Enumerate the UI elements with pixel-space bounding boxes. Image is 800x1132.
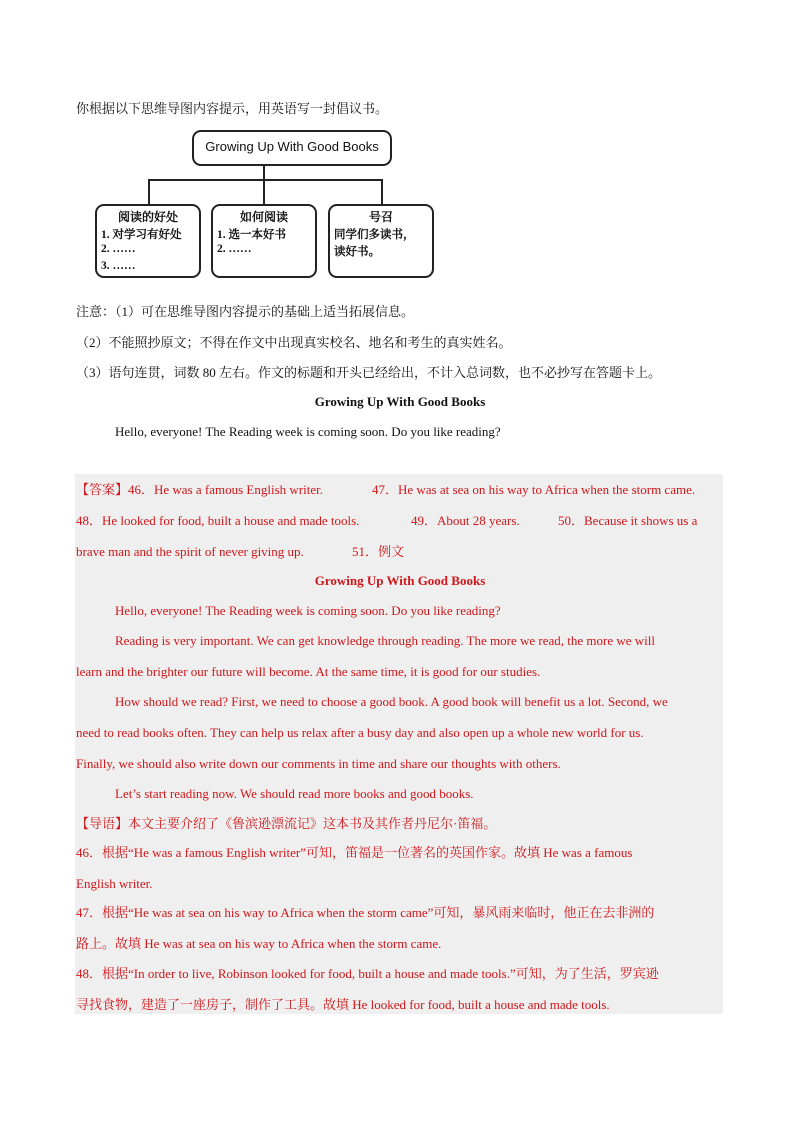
explanation-46: 46．根据“He was a famous English writer”可知，笛福是一位著名的英国作家。故填 He was a famous	[76, 845, 633, 860]
node-line: 3. ……	[101, 260, 136, 272]
sample-title: Growing Up With Good Books	[314, 573, 486, 588]
mind-map-root	[192, 130, 392, 166]
answer-49: 49．About 28 years.	[411, 513, 520, 528]
sample-line: How should we read? First, we need to choose a good book. A good book will benefit us a lot. Second, we	[115, 694, 668, 709]
answer-48: 48．He looked for food, built a house and made tools.	[76, 513, 360, 528]
sample-line: Hello, everyone! The Reading week is coming soon. Do you like reading?	[115, 603, 501, 618]
connector-right	[381, 179, 383, 205]
explanation-47-continued: 路上。故填 He was at sea on his way to Africa when the storm came.	[76, 936, 442, 951]
answer-50: 50．Because it shows us a	[558, 513, 698, 528]
node-line: 2. ……	[217, 243, 252, 255]
answer-50-continued: brave man and the spirit of never giving up.	[76, 544, 304, 559]
sample-line: Let’s start reading now. We should read more books and good books.	[115, 786, 474, 801]
explanation-48: 48．根据“In order to live, Robinson looked for food, built a house and made tools.”可知，为了生活，罗宾逊	[76, 966, 659, 981]
node-line: 读好书。	[334, 246, 380, 258]
answer-46: 46．He was a famous English writer.	[128, 482, 323, 497]
essay-opening: Hello, everyone! The Reading week is coming soon. Do you like reading?	[115, 424, 501, 439]
node-line: 1. 选一本好书	[217, 229, 286, 241]
answer-51: 51．例文	[352, 544, 405, 559]
node-title: 如何阅读	[239, 210, 288, 224]
node-title: 号召	[368, 210, 393, 224]
sample-line: Reading is very important. We can get knowledge through reading. The more we read, the more we will	[115, 633, 655, 648]
mind-map-root-label: Growing Up With Good Books	[205, 139, 379, 154]
node-line: 同学们多读书，	[334, 229, 415, 241]
sample-line: need to read books often. They can help us relax after a busy day and also open up a whole new world for us.	[76, 725, 644, 740]
connector-vertical	[263, 164, 265, 180]
explanation-48-continued: 寻找食物，建造了一座房子，制作了工具。故填 He looked for food, built a house and made tools.	[76, 997, 610, 1012]
explanation-46-continued: English writer.	[76, 876, 153, 891]
node-line: 1. 对学习有好处	[101, 229, 182, 241]
sample-line: learn and the brighter our future will become. At the same time, it is good for our studies.	[76, 664, 541, 679]
node-title: 阅读的好处	[117, 210, 178, 224]
connector-middle	[263, 179, 265, 205]
task-instruction: 你根据以下思维导图内容提示，用英语写一封倡议书。	[76, 101, 389, 116]
mind-map-node-how-to-read	[211, 204, 317, 278]
connector-left	[148, 179, 150, 205]
explanation-47: 47．根据“He was at sea on his way to Africa when the storm came”可知，暴风雨来临时，他正在去非洲的	[76, 905, 655, 920]
mind-map-node-benefits	[95, 204, 201, 278]
sample-line: Finally, we should also write down our comments in time and share our thoughts with others.	[76, 756, 561, 771]
note-1: 注意：（1）可在思维导图内容提示的基础上适当拓展信息。	[76, 304, 415, 319]
note-2: （2）不能照抄原文；不得在作文中出现真实校名、地名和考生的真实姓名。	[76, 335, 512, 350]
answer-label: 【答案】	[76, 482, 129, 497]
guide-intro: 【导语】本文主要介绍了《鲁滨逊漂流记》这本书及其作者丹尼尔·笛福。	[76, 816, 497, 831]
answer-line-1	[76, 481, 323, 499]
node-line: 2. ……	[101, 243, 136, 255]
note-3: （3）语句连贯，词数 80 左右。作文的标题和开头已经给出，不计入总词数，也不必抄写在答题卡上。	[76, 365, 662, 380]
answer-47: 47．He was at sea on his way to Africa when the storm came.	[372, 482, 696, 497]
mind-map-node-call	[328, 204, 434, 278]
connector-horizontal	[148, 179, 382, 181]
essay-title: Growing Up With Good Books	[314, 394, 486, 409]
